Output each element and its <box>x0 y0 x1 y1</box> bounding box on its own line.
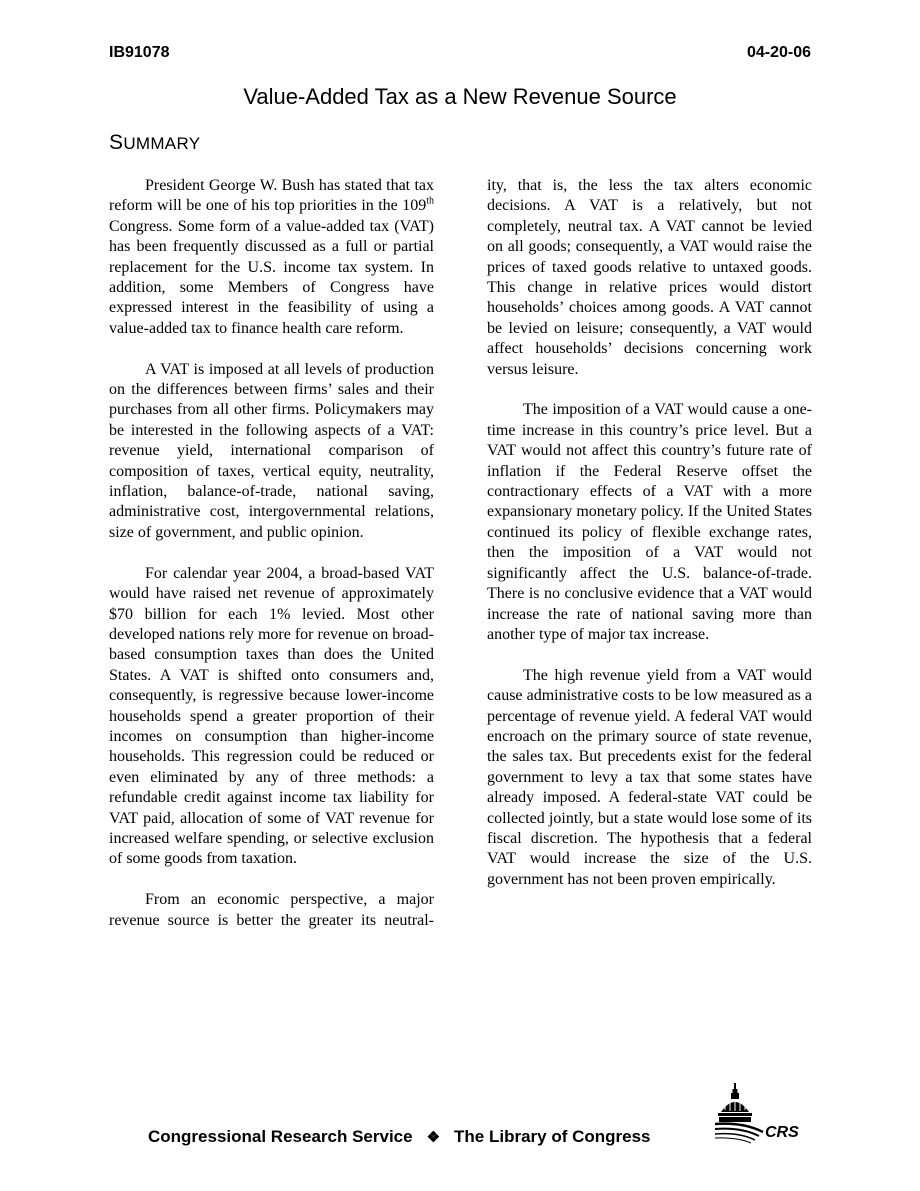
footer-right: The Library of Congress <box>454 1127 651 1146</box>
paragraph: From an economic perspective, a major revenue source is better the greater its neutral- <box>109 891 434 929</box>
section-heading-initial: S <box>109 131 124 154</box>
diamond-separator-icon: ❖ <box>426 1129 441 1146</box>
report-id: IB91078 <box>109 44 170 61</box>
footer-left: Congressional Research Service <box>148 1127 413 1146</box>
paragraph: For calendar year 2004, a broad-based VAT would have raised net revenue of approximately $70 billion for each 1% levied. Most other developed nations rely more for revenue on broad-based consumption taxes than does the United States. A VAT is shifted onto consumers and, consequently, is regressive because lower-income households spend a greater proportion of their incomes on consumption than higher-income households. This regression could be reduced or even eliminated by any of three methods: a refundable credit against income tax liability for VAT paid, allocation of some of VAT revenue for increased welfare spending, or selective exclusion of some goods from taxation. <box>109 564 434 868</box>
paragraph-text: President George W. Bush has stated that tax reform will be one of his top priorities in the 109 <box>109 177 434 215</box>
paragraph: The high revenue yield from a VAT would cause administrative costs to be low measured as a percentage of revenue yield. A federal VAT would encroach on the primary source of state revenue, the sales tax. But precedents exist for the federal government to levy a tax that some states have already imposed. A federal-state VAT could be collected jointly, but a state would lose some of its fiscal discretion. The hypothesis that a federal VAT would increase the size of the U.S. government has not been proven empirically. <box>487 666 812 888</box>
paragraph: ity, that is, the less the tax alters economic decisions. A VAT is a relatively, but not completely, neutral tax. A VAT cannot be levied on all goods; consequently, a VAT would raise the prices of taxed goods relative to untaxed goods. This change in relative prices would distort households’ choices among goods. A VAT cannot be levied on leisure; consequently, a VAT would affect households’ decisions concerning work versus leisure. <box>487 177 812 378</box>
document-title: Value-Added Tax as a New Revenue Source <box>243 84 677 109</box>
paragraph-text: Congress. Some form of a value-added tax (VAT) has been frequently discussed as a full or partial replacement for the U.S. income tax system. In addition, some Members of Congress have expressed interest in the feasibility of using a value-added tax to finance health care reform. <box>109 217 434 337</box>
report-date: 04-20-06 <box>746 44 811 61</box>
paragraph: A VAT is imposed at all levels of production on the differences between firms’ sales and their purchases from all other firms. Policymakers may be interested in the following aspects of a VAT: revenue yield, international comparison of composition of taxes, vertical equity, neutrality, inflation, balance-of-trade, national saving, administrative cost, intergovernmental relations, size of government, and public opinion. <box>109 360 434 541</box>
right-column <box>487 176 812 911</box>
footer <box>148 1127 651 1147</box>
section-heading-summary <box>109 131 200 155</box>
left-column <box>109 176 434 951</box>
crs-logo-text: CRS <box>765 1124 799 1141</box>
paragraph <box>109 176 434 339</box>
section-heading-rest: UMMARY <box>123 134 201 153</box>
paragraph: The imposition of a VAT would cause a one-time increase in this country’s price level. But a VAT would not affect this country’s future rate of inflation if the Federal Reserve offset the contractionary effects of a VAT with a more expansionary monetary policy. If the United States continued its policy of flexible exchange rates, then the imposition of a VAT would not significantly affect the U.S. balance-of-trade. There is no conclusive evidence that a VAT would increase the rate of national saving more than another type of major tax increase. <box>487 401 812 643</box>
superscript: th <box>426 196 434 208</box>
crs-logo <box>713 1080 813 1150</box>
